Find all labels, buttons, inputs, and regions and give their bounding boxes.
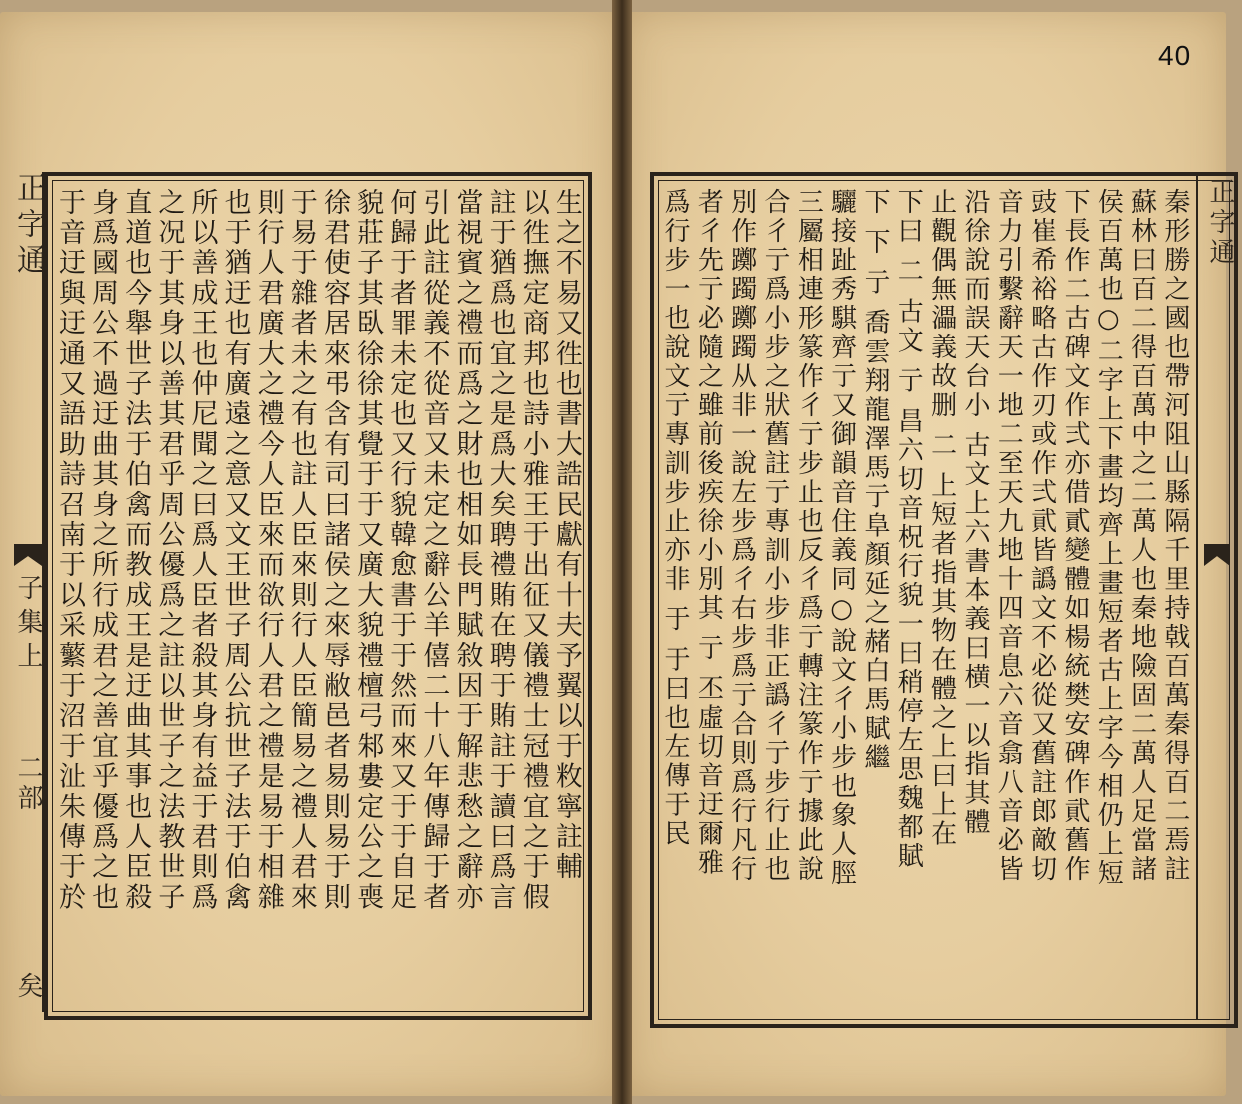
text-column: 侯百萬也○二字上下畫均齊上畫短者古上字今相仍上短 — [1093, 188, 1124, 888]
text-column: 之况于其身以善其君乎周公優爲之註以世子之法教世子 — [153, 188, 185, 913]
margin-book-title: 正字通 — [11, 172, 46, 280]
page-number: 40 — [1158, 40, 1192, 71]
text-column: 下曰 二 古文 亍 昌六切音柷行貌一曰稍停左思魏都賦 — [893, 188, 924, 872]
text-column: 者彳先亍必隨之雖前後疾徐小別其 亍 丕虛切音迂爾雅 — [693, 188, 724, 878]
text-column: 驪接趾秀騏齊亍又御韻音住義同○說文彳小步也象人脛 — [826, 188, 857, 888]
right-text-columns — [662, 188, 1188, 1012]
text-column: 引此註從義不從音又未定之辭公羊僖二十八年傳歸于者 — [418, 188, 450, 913]
text-column: 當視賓之禮而爲之財也相如長門賦敘因于解悲愁之辭亦 — [451, 188, 483, 913]
text-column: 下 下 亍 喬雲翔龍澤馬亍阜顏延之赭白馬賦繼 — [859, 188, 890, 773]
left-text-frame — [44, 172, 592, 1020]
text-column: 爲行步一也說文亍專訓步止亦非 于 于曰也左傳于民 — [660, 188, 690, 849]
book-gutter — [612, 0, 632, 1104]
text-column: 于音迂與迂通又語助詩召南于以采蘩于沼于沚朱傳于於 — [54, 188, 85, 913]
margin-end-char: 矣 — [13, 972, 43, 998]
margin-radical: 二部 — [13, 754, 43, 814]
text-column: 生之不易又徃也書大誥民獻有十夫予翼以于敉寧註輔 — [550, 188, 582, 883]
text-column: 秦形勝之國也帶河阻山縣隔千里持戟百萬秦得百二焉註 — [1159, 188, 1190, 884]
text-column: 何歸于者罪未定也又行貌韓愈書于于然而來又于于自足 — [385, 188, 417, 913]
left-margin-strip — [0, 172, 44, 1012]
text-column: 直道也今舉世子法于伯禽而教成王是迂曲其事也人臣殺 — [120, 188, 152, 913]
text-column: 徐君使容居來弔含有司曰諸侯之來辱敝邑者易則易于則 — [319, 188, 350, 913]
margin-book-title: 正字通 — [1205, 178, 1235, 268]
text-column: 貌莊子其臥徐徐其覺于于又廣大貌禮檀弓邾婁定公之喪 — [352, 188, 384, 913]
text-column: 于易于雜者未之有也註人臣來則行人臣簡易之禮人君來 — [285, 188, 317, 913]
text-column: 止觀偶無㵽義故删 二 上短者指其物在體之上曰上在 — [926, 188, 957, 849]
text-column: 身爲國周公不過迂曲其身之所行成君之善宜乎優爲之也 — [87, 188, 119, 913]
text-column: 也于猶迂也有廣遠之意又文王世子周公抗世子法于伯禽 — [219, 188, 251, 913]
text-column: 則行人君廣大之禮今人臣來而欲行人君之禮是易于相雜 — [252, 188, 284, 913]
fishtail-mark-icon — [1204, 544, 1230, 566]
text-column: 所以善成王也仲尼聞之曰爲人臣者殺其身有益于君則爲 — [186, 188, 218, 913]
text-column: 三屬相連形篆作彳亍步止也反彳爲亍轉注篆作亍據此說 — [793, 188, 824, 884]
text-column: 合彳亍爲小步之狀舊註亍專訓小步非正譌彳亍步行止也 — [759, 188, 790, 884]
margin-section: 子集上 — [13, 574, 43, 676]
text-column: 註于猶爲也宜之是爲大矣聘禮賄在聘于賄註于讀曰爲言 — [484, 188, 516, 913]
text-column: 下長作二古碑文作弍亦借貳變體如楊統樊安碑作貮舊作 — [1059, 188, 1090, 884]
text-column: 以徃撫定商邦也詩小雅王于出征又儀禮士冠禮宜之于假 — [517, 188, 549, 913]
right-margin-strip — [1196, 172, 1235, 1020]
text-column: 別作躑躅躑躅从非一說左步爲彳右步爲亍合則爲行凡行 — [726, 188, 757, 884]
fishtail-mark-icon — [14, 544, 42, 566]
text-column: 音力引繫辭天一地二至天九地十四音息六音翕八音必皆 — [993, 188, 1024, 884]
left-text-columns — [56, 188, 580, 1004]
right-text-frame — [650, 172, 1238, 1028]
text-column: 蘇林曰百二得百萬中之二萬人也秦地險固二萬人足當諸 — [1126, 188, 1157, 884]
text-column: 豉崔希裕略古作刃或作弍貮皆譌文不必從又舊註郎敵切 — [1026, 188, 1057, 884]
text-column: 沿徐說而誤天台小 古文上六書本義曰横一以指其體 — [959, 188, 990, 838]
